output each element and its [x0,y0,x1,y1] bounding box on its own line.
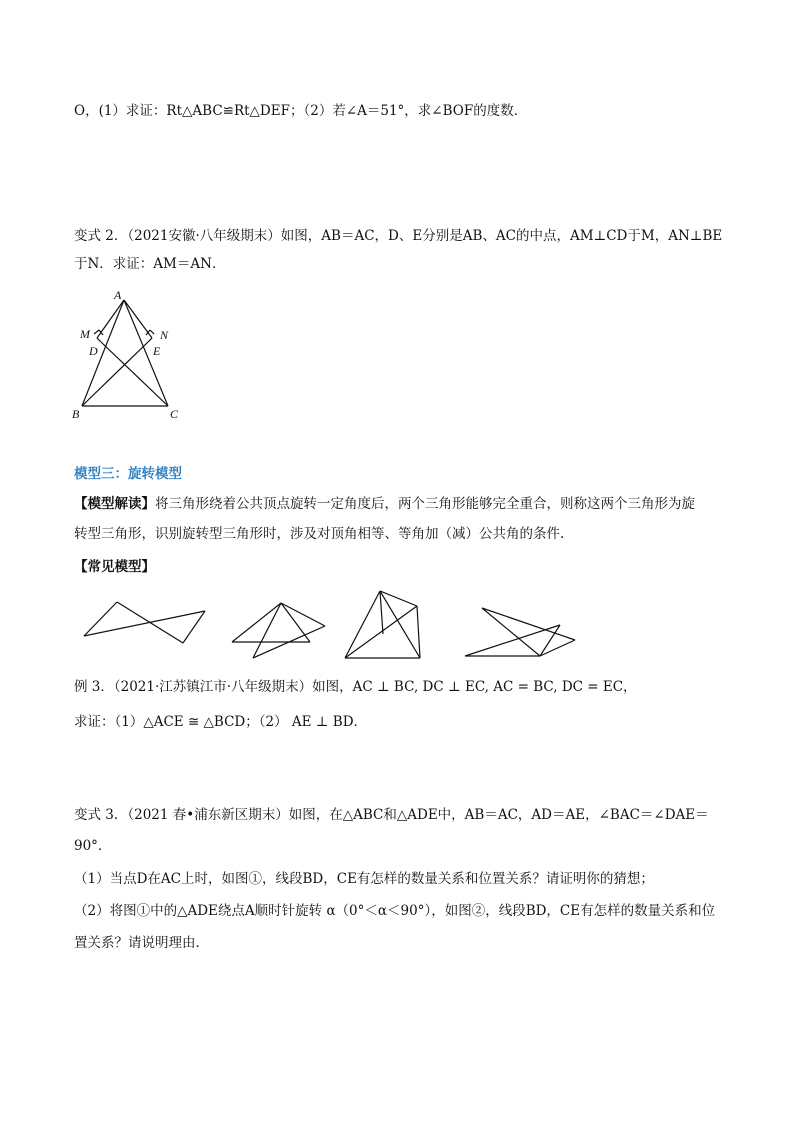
problem-text-1: O，(1）求证：Rt△ABC≌Rt△DEF；（2）若∠A＝51°，求∠BOF的度数． [74,103,528,119]
label-e: E [153,344,161,358]
label-d: D [89,344,98,358]
label-m: M [80,327,90,341]
label-b: B [72,407,80,421]
variant-2-line-1: 变式 2．（2021安徽·八年级期末）如图，AB＝AC，D、E分别是AB、AC的中点，AM⊥CD于M，AN⊥BE [74,228,723,244]
variant-3-line-1: 变式 3．（2021 春•浦东新区期末）如图，在△ABC和△ADE中，AB＝AC，AD＝AE，∠BAC＝∠DAE＝ [74,807,709,823]
model-figure-2 [232,603,325,658]
label-a: A [114,288,122,302]
variant-3-line-5: 置关系？请说明理由． [74,935,209,951]
example-3-line-1: 例 3．（2021·江苏镇江市·八年级期末）如图，AC ⊥ BC, DC ⊥ EC, AC = BC, DC = EC， [74,679,637,695]
interpretation-text-1: 将三角形绕着公共顶点旋转一定角度后，两个三角形能够完全重合，则称这两个三角形为旋 [155,496,695,512]
variant-2-line-2: 于N．求证：AM＝AN． [74,256,226,272]
example-3-line-2: 求证：（1）△ACE ≅ △BCD；（2） AE ⊥ BD． [74,714,368,730]
variant-3-line-3: （1）当点D在AC上时，如图①，线段BD，CE有怎样的数量关系和位置关系？请证明你的猜想； [74,871,654,887]
common-models-tag: 【常见模型】 [74,559,155,575]
model-figure-1 [84,602,205,643]
label-n: N [160,328,169,342]
variant-3-line-2: 90°． [74,838,112,854]
section-heading-model-3: 模型三：旋转模型 [74,466,182,482]
model-interpretation-line-2: 转型三角形，识别旋转型三角形时，涉及对顶角相等、等角加（减）公共角的条件. [74,526,565,542]
interpretation-tag: 【模型解读】 [74,496,155,512]
model-figure-3 [345,591,420,658]
label-c: C [170,407,179,421]
model-figure-4 [465,608,575,656]
variant-3-line-4: （2）将图①中的△ADE绕点A顺时针旋转 α（0°＜α＜90°），如图②，线段BD，CE有怎样的数量关系和位 [74,903,716,919]
